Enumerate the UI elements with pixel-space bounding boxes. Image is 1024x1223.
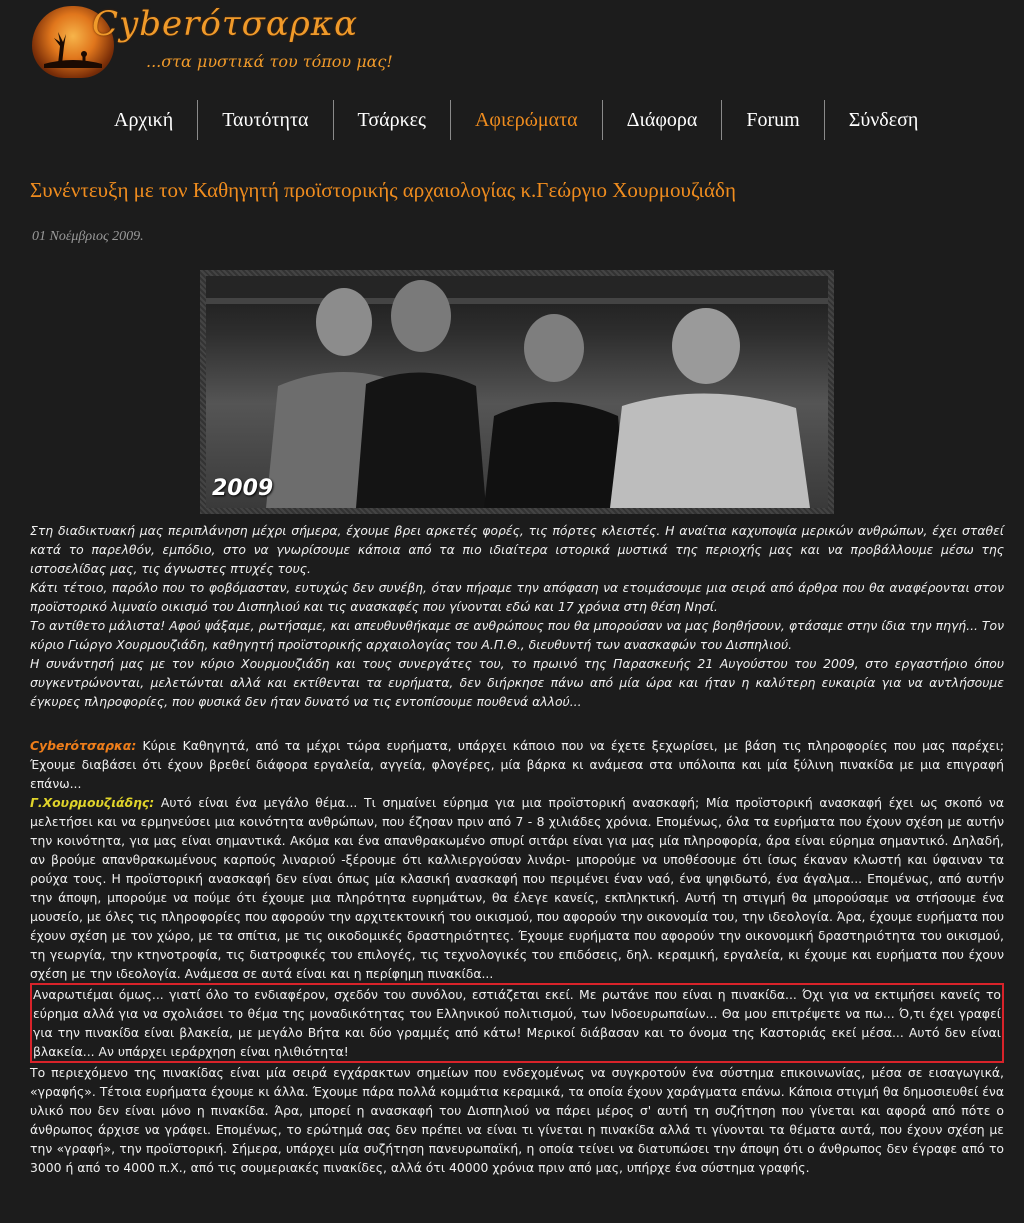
closing-paragraph: Το περιεχόμενο της πινακίδας είναι μία σειρά εγχάρακτων σημείων που ενδεχομένως να συγκροτούν ένα σύστημα επικοινωνίας, μέσα σε εισαγωγικά, «γραφής». Τέτοια ευρήματα έχουμε κι άλλα. Έχουμε πάρα πολλά κομμάτια κεραμικά, τα οποία έχουν χαράγματα επάνω. Κάποια στιγμή θα δημοσιευθεί ένα υλικό που δεν είναι μόνο η πινακίδα. Άρα, μπορεί η ανασκαφή του Δισπηλιού να πάρει μέρος σ' αυτή τη συζήτηση που γίνεται και αφορά από πότε ο άνθρωπος άρχισε να γράφει. Επομένως, το ερώτημά σας δεν πρέπει να είναι τι γίνεται η πινακίδα αλλά τι γίνονται τα θέματα αυτά, που έχουν σχέση με την «γραφή», την προϊστορική. Σήμερα, υπάρχει μία συζήτηση πανευρωπαϊκή, η οποία τείνει να διατυπώσει την άποψη ότι ο άνθρωπος δεν έγραφε από το 3000 ή από το 4000 π.Χ., από τις σουμεριακές πινακίδες, αλλά ότι 40000 χρόνια πριν από μας, υπήρχε ένα σύστημα γραφής. — [30, 1065, 1004, 1175]
intro-paragraph: Κάτι τέτοιο, παρόλο που το φοβόμασταν, ευτυχώς δεν συνέβη, όταν πήραμε την απόφαση να ετοιμάσουμε μια σειρά από άρθρα που θα αναφέρονται στον προϊστορικό λιμναίο οικισμό του Δισπηλιού και τις ανασκαφές που γίνονται εδώ και 17 χρόνια στη θέση Νησί. — [30, 580, 1004, 614]
logo-tagline: ...στα μυστικά του τόπου μας! — [146, 52, 393, 71]
photo-people-silhouettes-icon — [206, 276, 828, 508]
interview-photo — [206, 276, 828, 508]
article-date: 01 Νοέμβριος 2009. — [32, 229, 144, 244]
nav-item-tours[interactable]: Τσάρκες — [333, 100, 450, 140]
article-intro — [30, 521, 1004, 711]
highlighted-passage: Αναρωτιέμαι όμως... γιατί όλο το ενδιαφέρον, σχεδόν του συνόλου, εστιάζεται εκεί. Με ρωτάνε που είναι η πινακίδα... Όχι για να εκτιμήσει κανείς το εύρημα αλλά για να σχολιάσει το θέμα της μοναδικότητας του Ελληνικού πολιτισμού, των Ινδοευρωπαίων... Θα μου επιτρέψετε να πω... Ό,τι έχει γραφεί για την πινακίδα είναι βλακεία, με μεγάλο Βήτα και δύο γραμμές από κάτω! Μερικοί διάβασαν και το όνομα της Καστοριάς εκεί μέσα... Αυτό δεν είναι βλακεία... Αν υπάρχει ιεράρχηση είναι ηλιθιότητα! — [30, 983, 1004, 1063]
main-navigation — [90, 100, 942, 140]
nav-item-forum[interactable]: Forum — [721, 100, 823, 140]
interview-body — [30, 736, 1004, 1177]
photo-year-caption: 2009 — [212, 476, 274, 501]
site-logo[interactable] — [30, 2, 393, 84]
interview-answer — [30, 793, 1004, 983]
question-text: Κύριε Καθηγητά, από τα μέχρι τώρα ευρήματα, υπάρχει κάποιο που να έχετε ξεχωρίσει, με βάση τις πληροφορίες που μας παρέχει; Έχουμε διαβάσει ότι έχουν βρεθεί διάφορα εργαλεία, αγγεία, φλογέρες, μία βάρκα κι ανάμεσα στα υπόλοιπα και μία ξύλινη πινακίδα με μια επιγραφή επάνω... — [30, 738, 1004, 791]
logo-title: Cyberότσαρκα — [92, 4, 359, 44]
answer-text: Αυτό είναι ένα μεγάλο θέμα... Τι σημαίνει εύρημα για μια προϊστορική ανασκαφή; Μία προϊστορική ανασκαφή έχει ως σκοπό να μελετήσει και να ερμηνεύσει μια κοινότητα ανθρώπων, που έζησαν πριν από 7 - 8 χιλιάδες χρόνια. Επομένως, όλα τα ευρήματα που έχουν σχέση με αυτήν την κοινότητα, για μας είναι σημαντικά. Ακόμα και ένα απανθρακωμένο σπυρί σιτάρι είναι για μας μία πληροφορία, άρα είναι εύρημα σημαντικό. Δηλαδή, αν βρούμε απανθρακωμένους καρπούς λιναριού -ξέρουμε ότι καλλιεργούσαν λινάρι- μπορούμε να υποθέσουμε ότι ίσως έκαναν κλωστή και ύφαιναν τα ρούχα τους. Η προϊστορική ανασκαφή δεν είναι όπως μία κλασική ανασκαφή που περιμένει έναν ναό, ένα ψηφιδωτό, ένα άγαλμα... Επομένως, από αυτήν την άποψη, μπορούμε να πούμε ότι έχουμε μια πληρότητα ευρημάτων, θα έλεγε κανείς, εκπληκτική. Αυτή τη στιγμή θα μπορούσαμε να στήσουμε ένα μουσείο, με όλες τις πληροφορίες που αφορούν την αρχιτεκτονική του οικισμού, που αφορούν την οικονομία του, την ιδεολογία. Άρα, έχουμε ευρήματα που έχουν σχέση με τον χώρο, με τα σπίτια, με τις οικοδομικές δραστηριότητες. Έχουμε ευρήματα που αφορούν την οικονομική δραστηριότητα του οικισμού, τη γεωργία, την κτηνοτροφία, τις διατροφικές του επιλογές, τις τεχνολογικές του επιδόσεις, δηλ. κεραμική, εργαλεία, κι έχουμε και ευρήματα που έχουν σχέση με την ιδεολογία. Ανάμεσα σε αυτά είναι και η περίφημη πινακίδα... — [30, 795, 1004, 981]
speaker-cyberotsarka: Cyberότσαρκα: — [30, 738, 137, 753]
nav-item-tributes[interactable]: Αφιερώματα — [450, 100, 602, 140]
nav-item-misc[interactable]: Διάφορα — [602, 100, 722, 140]
intro-paragraph: Το αντίθετο μάλιστα! Αφού ψάξαμε, ρωτήσαμε, και απευθυνθήκαμε σε ανθρώπους που θα μπορούσαν να μας βοηθήσουν, φτάσαμε στην ίδια την πηγή... Τον κύριο Γιώργο Χουρμουζιάδη, καθηγητή προϊστορικής αρχαιολογίας του Α.Π.Θ., διευθυντή των ανασκαφών του Δισπηλιού. — [30, 618, 1004, 652]
intro-paragraph: Η συνάντησή μας με τον κύριο Χουρμουζιάδη και τους συνεργάτες του, το πρωινό της Παρασκευής 21 Αυγούστου του 2009, στο εργαστήριο όπου συγκεντρώνονται, μελετώνται αλλά και εκτίθενται τα ευρήματα, δεν διήρκησε πάνω από μία ώρα και ήταν η καλύτερη ευκαιρία για να αντλήσουμε έγκυρες πληροφορίες, που φυσικά δεν ήταν δυνατό να τις εντοπίσουμε πουθενά αλλού... — [30, 656, 1004, 709]
interview-question — [30, 736, 1004, 793]
nav-item-identity[interactable]: Ταυτότητα — [197, 100, 332, 140]
article-title: Συνέντευξη με τον Καθηγητή προϊστορικής αρχαιολογίας κ.Γεώργιο Χουρμουζιάδη — [30, 178, 736, 202]
photo-frame — [200, 270, 834, 514]
speaker-professor: Γ.Χουρμουζιάδης: — [30, 795, 155, 810]
intro-paragraph: Στη διαδικτυακή μας περιπλάνηση μέχρι σήμερα, έχουμε βρει αρκετές φορές, τις πόρτες κλειστές. Η αναίτια καχυποψία μερικών ανθρώπων, έχει σταθεί κατά το παρελθόν, εμπόδιο, στο να γνωρίσουμε κάποια από τα πιο ιδιαίτερα ιστορικά μυστικά της περιοχής μας και να προβάλλουμε μέσω της ιστοσελίδας μας, τις άγνωστες πτυχές τους. — [30, 523, 1004, 576]
nav-item-login[interactable]: Σύνδεση — [824, 100, 943, 140]
nav-item-home[interactable]: Αρχική — [114, 109, 174, 131]
